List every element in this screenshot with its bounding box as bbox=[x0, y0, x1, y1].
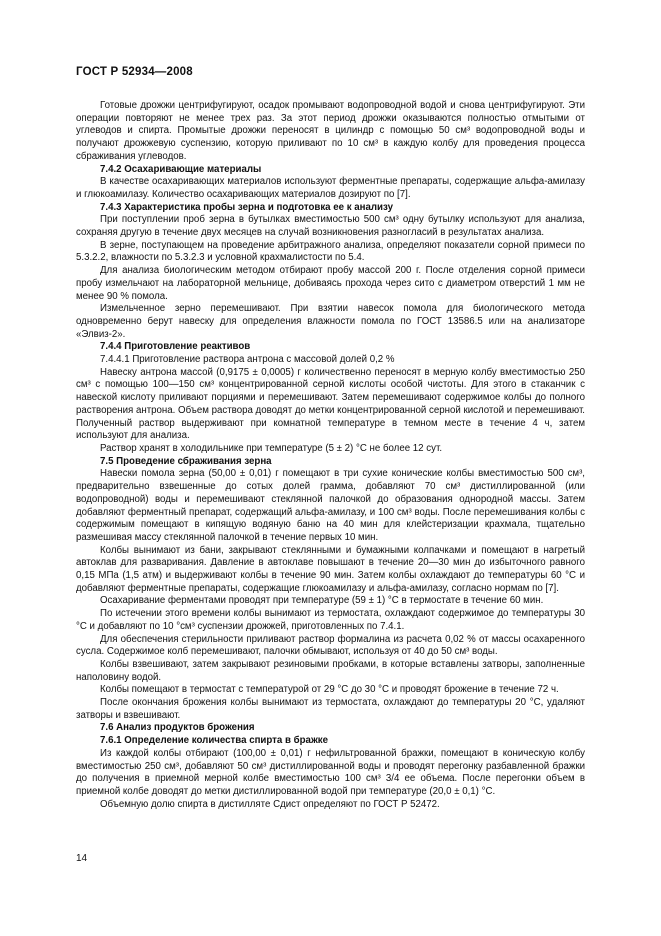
document-body bbox=[76, 100, 585, 811]
paragraph: Колбы взвешивают, затем закрывают резиновыми пробками, в которые вставлены затворы, заполненные наполовину водой. bbox=[76, 658, 585, 683]
paragraph: В качестве осахаривающих материалов используют ферментные препараты, содержащие альфа-амилазу и глюкоамилазу. Количество осахаривающих материалов дозируют по [7]. bbox=[76, 176, 585, 200]
paragraph: Навески помола зерна (50,00 ± 0,01) г помещают в три сухие конические колбы вместимостью 500 см³, предварительно взвешенные до сотых долей грамма, добавляют 70 см³ дистиллированной (или водопроводной) воды и перемешивают стеклянной палочкой до образования однородной массы. Затем добавляют ферментный препарат, содержащий альфа-амилазу, и 100 см³ воды. После перемешивания колбы с содержимым помещают в кипящую водяную баню на 40 мин для клейстеризации крахмала, тщательно размешивая массу стеклянной палочкой в течение первых 10 мин. bbox=[76, 468, 585, 543]
paragraph: Для обеспечения стерильности приливают раствор формалина из расчета 0,02 % от массы осахаренного сусла. Содержимое колб перемешивают, палочки обмывают, используя от 40 до 50 см³ воды. bbox=[76, 633, 585, 658]
section-heading: 7.4.4 Приготовление реактивов bbox=[100, 341, 251, 353]
paragraph: Навеску антрона массой (0,9175 ± 0,0005) г количественно переносят в мерную колбу вместимостью 250 см³ с помощью 100—150 см³ концентрированной серной кислоты особой чистоты. Для этого в стаканчик с навеской кислоту приливают порциями и перемешивают. Затем перемешивают содержимое колбы до полного растворения антрона. Объем раствора доводят до метки концентрированной серной кислотой и перемешивают. Полученный раствор выдерживают при комнатной температуре в темном месте в течение 4 ч, затем используют для анализа. bbox=[76, 366, 585, 442]
paragraph: При поступлении проб зерна в бутылках вместимостью 500 см³ одну бутылку используют для анализа, сохраняя другую в течение двух месяцев на случай возникновения разногласий в результатах анализа. bbox=[76, 214, 585, 239]
paragraph: Колбы помещают в термостат с температурой от 29 °С до 30 °С и проводят брожение в течение 72 ч. bbox=[100, 684, 559, 696]
page-number: 14 bbox=[76, 853, 88, 864]
paragraph: Готовые дрожжи центрифугируют, осадок промывают водопроводной водой и снова центрифугируют. Эти операции повторяют не менее трех раз. За этот период дрожжи оказываются полностью отмытыми от углеводов и спирта. Промытые дрожжи переносят в цилиндр с помощью 50 см³ водопроводной воды и получают дрожжевую суспензию, которую приливают по 10 см³ в каждую колбу для проведения процесса сбраживания углеводов. bbox=[76, 100, 585, 162]
paragraph: Объемную долю спирта в дистилляте Сдист определяют по ГОСТ Р 52472. bbox=[100, 798, 440, 810]
document-header: ГОСТ Р 52934—2008 bbox=[76, 66, 193, 78]
paragraph: Для анализа биологическим методом отбирают пробу массой 200 г. После отделения сорной примеси пробу измельчают на лабораторной мельнице, добиваясь прохода через сито с диаметром отверстий 1 мм не менее 90 % помола. bbox=[76, 265, 585, 302]
paragraph: Колбы вынимают из бани, закрывают стеклянными и бумажными колпачками и помещают в нагретый автоклав для разваривания. Давление в автоклаве повышают в течение 20—30 мин до избыточного равного 0,15 МПа (1,5 атм) и выдерживают колбы в течение 90 мин. Затем колбы охлаждают до температуры 60 °С и добавляют ферментные препараты, содержащие глюкоамилазу и альфа-амилазу, согласно нормам по [7]. bbox=[76, 544, 585, 594]
section-heading: 7.4.2 Осахаривающие материалы bbox=[100, 163, 262, 175]
paragraph: Раствор хранят в холодильнике при температуре (5 ± 2) °С не более 12 сут. bbox=[100, 442, 443, 454]
paragraph: Осахаривание ферментами проводят при температуре (59 ± 1) °С в термостате в течение 60 мин. bbox=[100, 595, 544, 607]
paragraph: Из каждой колбы отбирают (100,00 ± 0,01) г нефильтрованной бражки, помещают в коническую колбу вместимостью 250 см³, добавляют 50 см³ дистиллированной воды и проводят перегонку разбавленной бражки до получения в приемной мерной колбе вместимостью 100 см³ 3/4 ее объема. После перегонки объем в приемной колбе доводят до метки дистиллированной водой при температуре (20,0 ± 0,1) °С. bbox=[76, 747, 585, 797]
section-heading: 7.4.3 Характеристика пробы зерна и подготовка ее к анализу bbox=[100, 201, 393, 213]
paragraph: По истечении этого времени колбы вынимают из термостата, охлаждают содержимое до температуры 30 °С и добавляют по 10 °см³ суспензии дрожжей, приготовленных по 7.4.1. bbox=[76, 608, 585, 632]
paragraph: Измельченное зерно перемешивают. При взятии навесок помола для биологического метода одновременно берут навеску для определения влажности помола по ГОСТ 13586.5 или на анализаторе «Элвиз-2». bbox=[76, 303, 585, 340]
paragraph: 7.4.4.1 Приготовление раствора антрона с массовой долей 0,2 % bbox=[100, 354, 395, 366]
section-heading: 7.5 Проведение сбраживания зерна bbox=[100, 455, 272, 467]
paragraph: После окончания брожения колбы вынимают из термостата, охлаждают до температуры 20 °С, удаляют затворы и взвешивают. bbox=[76, 697, 585, 721]
paragraph: В зерне, поступающем на проведение арбитражного анализа, определяют показатели сорной примеси по 5.3.2.2, влажности по 5.3.2.3 и условной крахмалистости по 5.4. bbox=[76, 239, 585, 264]
section-heading: 7.6.1 Определение количества спирта в бражке bbox=[100, 735, 329, 747]
section-heading: 7.6 Анализ продуктов брожения bbox=[100, 722, 255, 734]
